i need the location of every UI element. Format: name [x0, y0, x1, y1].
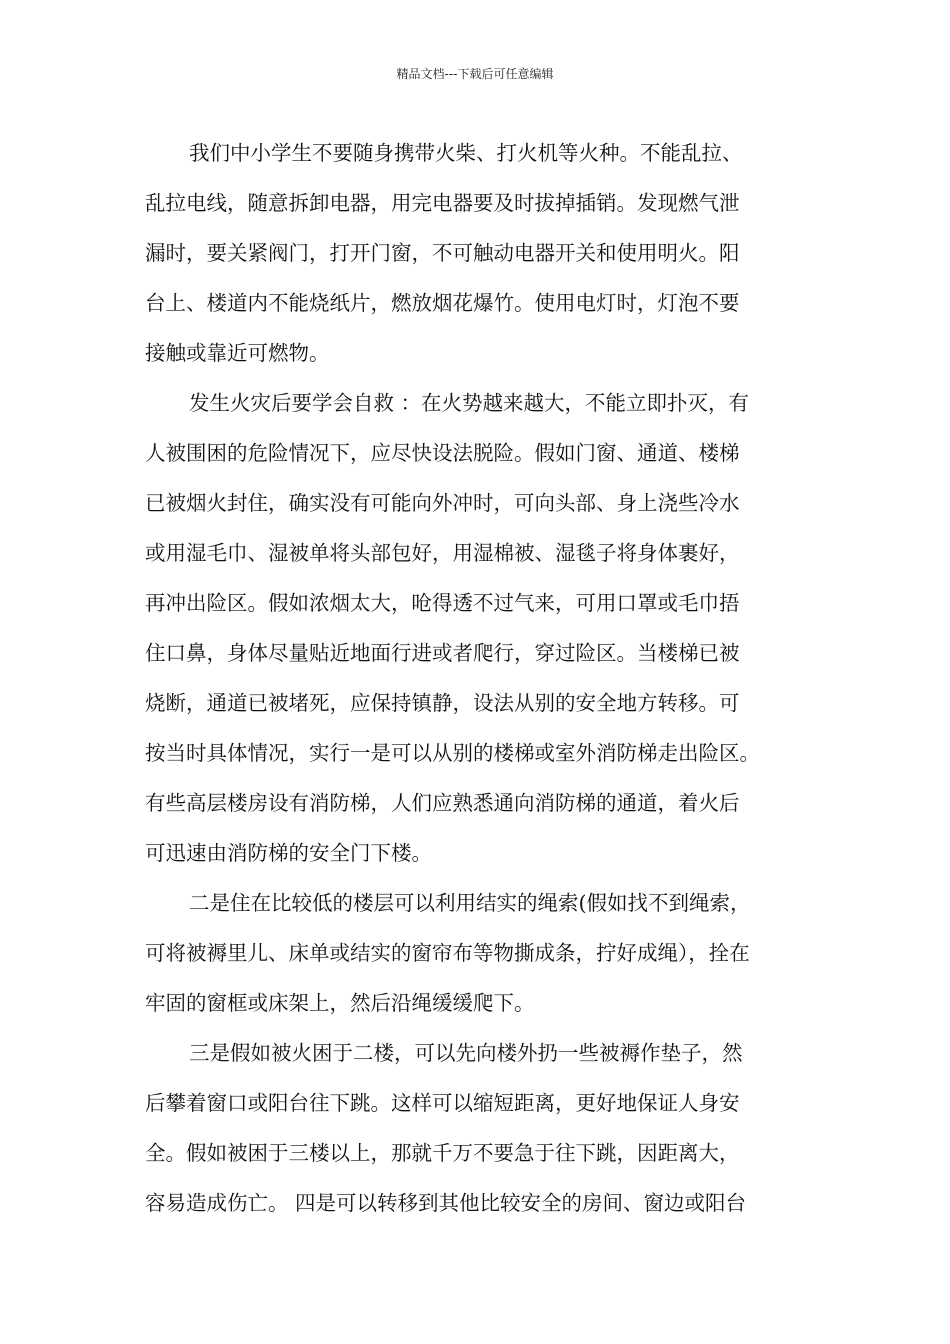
paragraph-1-line-1: 我们中小学生不要随身携带火柴、打火机等火种。不能乱拉、 — [189, 141, 743, 165]
document-body — [145, 128, 817, 1228]
paragraph-4-line-2: 后攀着窗口或阳台往下跳。这样可以缩短距离，更好地保证人身安 — [145, 1091, 740, 1115]
paragraph-1-line-5: 接触或靠近可燃物。 — [145, 341, 330, 365]
paragraph-2-line-10: 可迅速由消防梯的安全门下楼。 — [145, 841, 432, 865]
page-header: 精品文档---下载后可任意编辑 — [396, 67, 554, 81]
paragraph-4-line-1: 三是假如被火困于二楼，可以先向楼外扔一些被褥作垫子，然 — [189, 1041, 743, 1065]
paragraph-3-line-3: 牢固的窗框或床架上，然后沿绳缓缓爬下。 — [145, 991, 535, 1015]
paragraph-2-line-5: 再冲出险区。假如浓烟太大，呛得透不过气来，可用口罩或毛巾捂 — [145, 591, 740, 615]
paragraph-2-line-1: 发生火灾后要学会自救 ：在火势越来越大，不能立即扑灭，有 — [189, 391, 750, 415]
paragraph-1-line-2: 乱拉电线，随意拆卸电器，用完电器要及时拔掉插销。发现燃气泄 — [145, 191, 740, 215]
paragraph-2-line-2: 人被围困的危险情况下，应尽快设法脱险。假如门窗、通道、楼梯 — [145, 441, 740, 465]
paragraph-1-line-3: 漏时，要关紧阀门，打开门窗，不可触动电器开关和使用明火。阳 — [145, 241, 740, 265]
paragraph-2-line-7: 烧断，通道已被堵死，应保持镇静，设法从别的安全地方转移。可 — [145, 691, 740, 715]
paragraph-2-line-4: 或用湿毛巾、湿被单将头部包好，用湿棉被、湿毯子将身体裹好， — [145, 541, 740, 565]
paragraph-1-line-4: 台上、楼道内不能烧纸片，燃放烟花爆竹。使用电灯时，灯泡不要 — [145, 291, 740, 315]
paragraph-4-line-3: 全。假如被困于三楼以上，那就千万不要急于往下跳，因距离大， — [145, 1141, 740, 1165]
paragraph-2-line-6: 住口鼻，身体尽量贴近地面行进或者爬行，穿过险区。当楼梯已被 — [145, 641, 740, 665]
paragraph-2-line-9: 有些高层楼房设有消防梯，人们应熟悉通向消防梯的通道，着火后 — [145, 791, 740, 815]
paragraph-3-line-2: 可将被褥里儿、床单或结实的窗帘布等物撕成条，拧好成绳），拴在 — [145, 941, 750, 965]
paragraph-3-line-1: 二是住在比较低的楼层可以利用结实的绳索(假如找不到绳索， — [189, 891, 751, 915]
paragraph-2-line-3: 已被烟火封住，确实没有可能向外冲时，可向头部、身上浇些冷水 — [145, 491, 740, 515]
paragraph-2-line-8: 按当时具体情况，实行一是可以从别的楼梯或室外消防梯走出险区。 — [145, 741, 760, 765]
paragraph-4-line-4: 容易造成伤亡。 四是可以转移到其他比较安全的房间、窗边或阳台 — [145, 1191, 747, 1215]
